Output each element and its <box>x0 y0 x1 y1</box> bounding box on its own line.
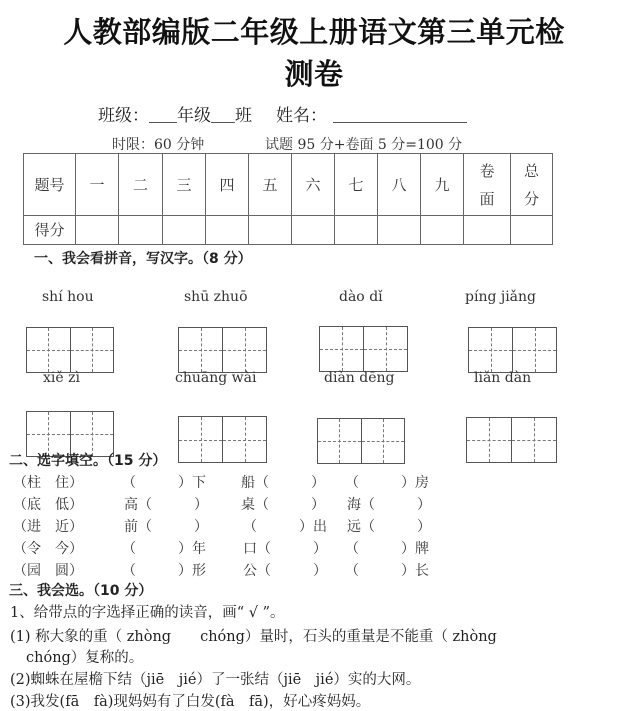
score-cell-total[interactable] <box>511 216 553 245</box>
writing-grid-chuangwai[interactable] <box>178 416 267 463</box>
header-cell-1: 一 <box>76 154 119 216</box>
blank-row1-c[interactable]: （ ）房 <box>345 475 429 491</box>
juanmian-bottom: 面 <box>479 189 495 208</box>
grid-cell[interactable] <box>70 328 114 372</box>
time-limit: 时限：60 分钟 <box>112 137 205 153</box>
header-cell-zongfen <box>511 154 553 216</box>
header-cell-9: 九 <box>421 154 464 216</box>
header-cell-tihao: 题号 <box>24 154 76 216</box>
zongfen-bottom: 分 <box>523 189 539 208</box>
score-cell-4[interactable] <box>206 216 249 245</box>
grid-cell[interactable] <box>467 418 511 462</box>
writing-grid-shihou[interactable] <box>26 327 114 373</box>
grade-label: 年级 <box>177 106 211 126</box>
header-cell-8: 八 <box>378 154 421 216</box>
grid-cell[interactable] <box>318 419 361 463</box>
grid-cell[interactable] <box>27 328 70 372</box>
pair-row4: （令 今） <box>13 541 83 557</box>
class-label: 班级： <box>98 106 149 126</box>
blank-row2-a[interactable]: 高（ ） <box>124 497 208 513</box>
grade-blank[interactable] <box>149 121 177 123</box>
grid-cell[interactable] <box>361 419 405 463</box>
blank-row4-a[interactable]: （ ）年 <box>122 541 206 557</box>
pinyin-xiezi: xiě zì <box>43 370 80 386</box>
grid-cell[interactable] <box>222 417 266 462</box>
blank-row2-b[interactable]: 桌（ ） <box>241 497 325 513</box>
score-cell-9[interactable] <box>421 216 464 245</box>
header-cell-5: 五 <box>249 154 292 216</box>
writing-grid-diandeng[interactable] <box>317 418 405 464</box>
pair-row3: （进 近） <box>13 519 83 535</box>
blank-row3-a[interactable]: 前（ ） <box>124 519 208 535</box>
score-cell-8[interactable] <box>378 216 421 245</box>
writing-grid-pingjiang[interactable] <box>468 327 557 373</box>
score-table-score-row <box>24 216 553 245</box>
score-cell-6[interactable] <box>292 216 335 245</box>
pinyin-chuangwai: chuāng wài <box>175 370 257 386</box>
score-table <box>23 153 553 245</box>
score-cell-1[interactable] <box>76 216 119 245</box>
score-cell-juanmian[interactable] <box>464 216 511 245</box>
grid-cell[interactable] <box>512 328 556 372</box>
question-2: (2)蜘蛛在屋檐下结（jiē jié）了一张结（jiē jié）实的大网。 <box>10 672 421 688</box>
section3-instruction: 1、给带点的字选择正确的读音，画“ √ ”。 <box>10 605 285 621</box>
pinyin-diandeng: diàn dēng <box>324 370 395 386</box>
header-cell-3: 三 <box>163 154 206 216</box>
writing-grid-daodi[interactable] <box>319 326 408 372</box>
score-cell-2[interactable] <box>119 216 163 245</box>
question-1-line2: chóng）复称的。 <box>26 650 144 666</box>
header-cell-7: 七 <box>335 154 378 216</box>
writing-grid-shuzhuo[interactable] <box>178 327 267 373</box>
page-title-line2: 测卷 <box>284 57 344 91</box>
header-cell-juanmian <box>464 154 511 216</box>
blank-row1-a[interactable]: （ ）下 <box>122 475 206 491</box>
pinyin-shuzhuo: shū zhuō <box>184 289 248 305</box>
header-cell-4: 四 <box>206 154 249 216</box>
score-formula: 试题 95 分+卷面 5 分=100 分 <box>265 137 463 153</box>
writing-grid-liandan[interactable] <box>466 417 557 463</box>
blank-row3-b[interactable]: （ ）出 <box>243 519 327 535</box>
class-blank[interactable] <box>211 121 235 123</box>
page-title-line1: 人教部编版二年级上册语文第三单元检 <box>63 15 565 49</box>
question-1-line1: (1) 称大象的重（ zhòng chóng）量时，石头的重量是不能重（ zhòng <box>10 629 497 645</box>
section2-heading: 二、选字填空。（15 分） <box>9 453 167 469</box>
blank-row1-b[interactable]: 船（ ） <box>241 475 325 491</box>
grid-cell[interactable] <box>222 328 266 372</box>
header-cell-2: 二 <box>119 154 163 216</box>
pair-row1: （柱 住） <box>13 475 83 491</box>
grid-cell[interactable] <box>179 328 222 372</box>
score-table-header-row <box>24 154 553 216</box>
blank-row5-b[interactable]: 公（ ） <box>243 563 327 579</box>
grid-cell[interactable] <box>469 328 512 372</box>
grid-cell[interactable] <box>320 327 363 371</box>
juanmian-top: 卷 <box>479 161 495 180</box>
blank-row2-c[interactable]: 海（ ） <box>347 497 431 513</box>
header-cell-6: 六 <box>292 154 335 216</box>
grid-cell[interactable] <box>363 327 407 371</box>
blank-row5-a[interactable]: （ ）形 <box>122 563 206 579</box>
blank-row4-c[interactable]: （ ）牌 <box>345 541 429 557</box>
blank-row5-c[interactable]: （ ）长 <box>345 563 429 579</box>
pair-row5: （园 圆） <box>13 563 83 579</box>
row-label-defen: 得分 <box>24 216 76 245</box>
score-cell-3[interactable] <box>163 216 206 245</box>
section3-heading: 三、我会选。（10 分） <box>9 583 153 599</box>
pinyin-daodi: dào dǐ <box>339 289 383 305</box>
name-blank[interactable] <box>333 121 467 123</box>
pinyin-shihou: shí hou <box>42 289 94 305</box>
score-cell-5[interactable] <box>249 216 292 245</box>
pinyin-liandan: liǎn dàn <box>474 370 532 386</box>
question-3: (3)我发(fā fà)现妈妈有了白发(fà fā)，好心疼妈妈。 <box>10 694 371 710</box>
grid-cell[interactable] <box>179 417 222 462</box>
score-cell-7[interactable] <box>335 216 378 245</box>
ban-label: 班 <box>235 106 252 126</box>
pair-row2: （底 低） <box>13 497 83 513</box>
pinyin-pingjiang: píng jiǎng <box>465 289 537 305</box>
zongfen-top: 总 <box>523 161 539 180</box>
name-label: 姓名： <box>276 106 327 126</box>
section1-heading: 一、我会看拼音，写汉字。（8 分） <box>34 251 252 267</box>
grid-cell[interactable] <box>511 418 556 462</box>
student-info-line <box>98 101 467 126</box>
blank-row4-b[interactable]: 口（ ） <box>243 541 327 557</box>
blank-row3-c[interactable]: 远（ ） <box>347 519 431 535</box>
